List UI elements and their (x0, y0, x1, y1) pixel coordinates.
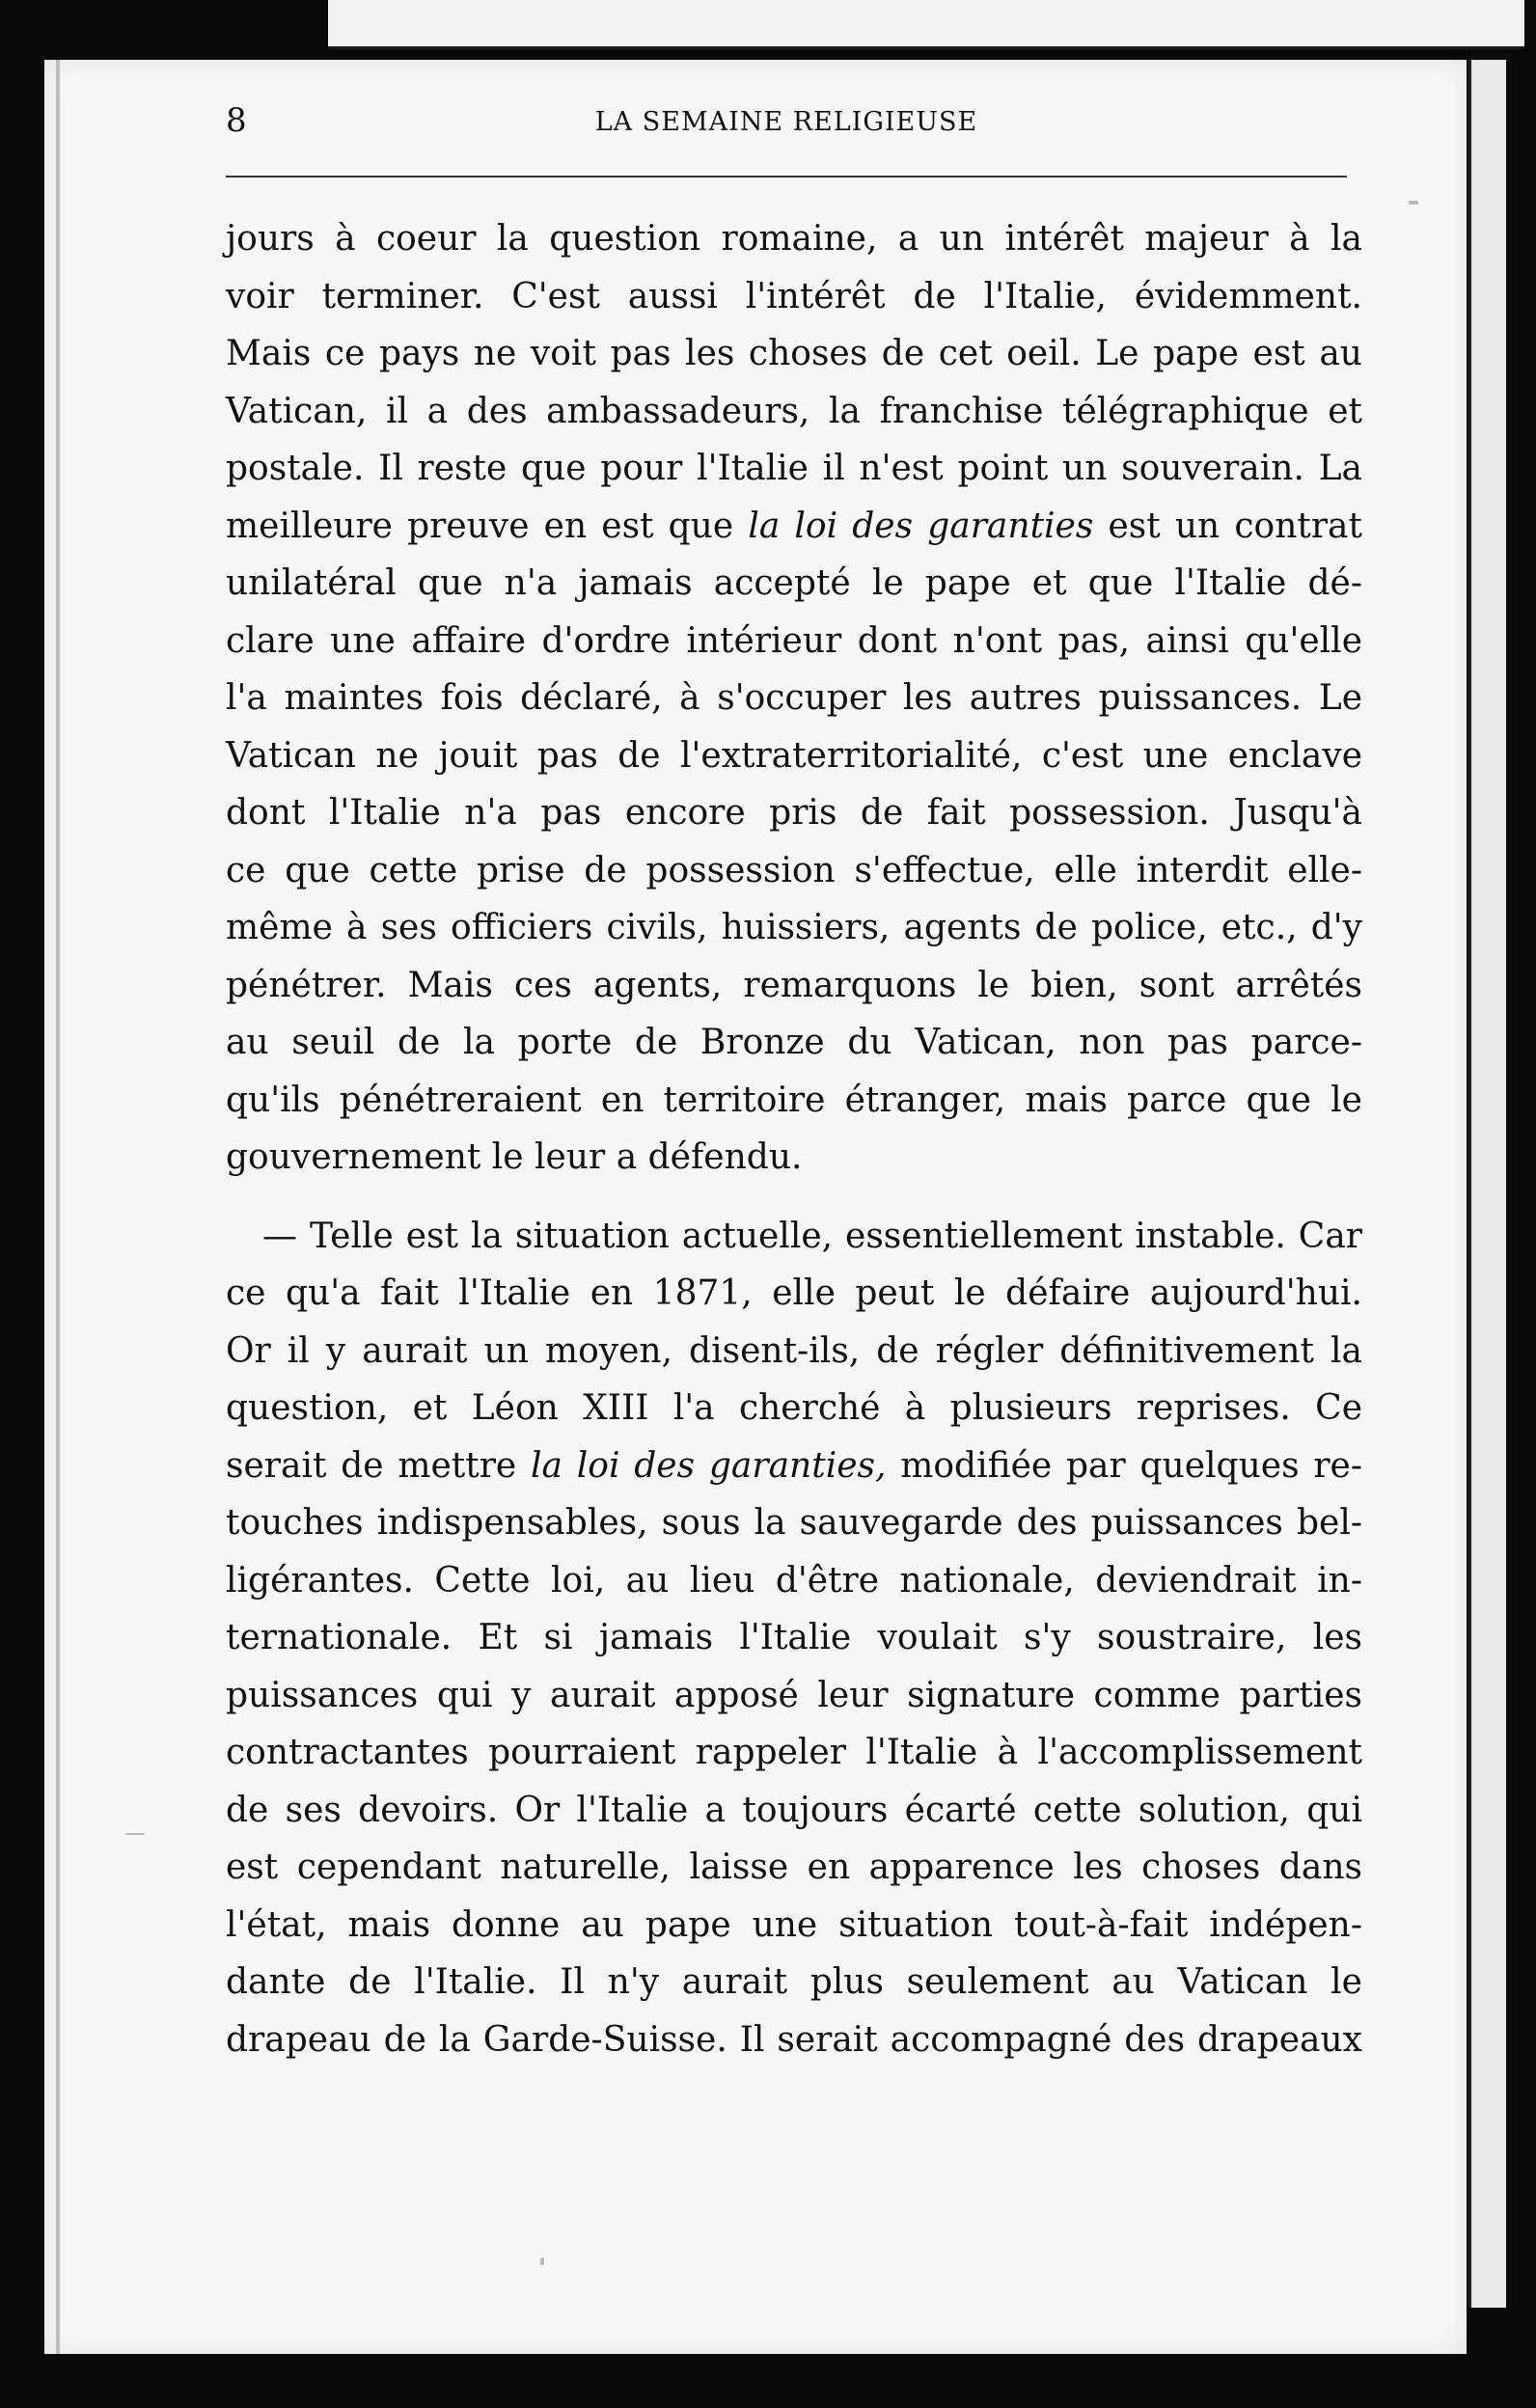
text-line (226, 498, 1362, 556)
text-line: puissances qui y aurait apposé leur signature comme parties (226, 1675, 1362, 1715)
running-title: LA SEMAINE RELIGIEUSE (594, 107, 978, 137)
header-rule (226, 176, 1347, 178)
italic-title: la loi des garanties (748, 506, 1094, 546)
text-line: Vatican, il a des ambassadeurs, la franchise télégraphique et (226, 391, 1362, 431)
paragraph-gap (226, 1187, 1362, 1208)
text-line: ce que cette prise de possession s'effectue, elle interdit elle- (226, 850, 1362, 890)
text-line: clare une affaire d'ordre intérieur dont n'ont pas, ainsi qu'elle (226, 620, 1362, 661)
text-segment: modifiée par quelques re- (886, 1445, 1363, 1486)
text-line: unilatéral que n'a jamais accepté le pape et que l'Italie dé- (226, 563, 1362, 603)
page-header (226, 101, 1347, 150)
text-line: pénétrer. Mais ces agents, remarquons le bien, sont arrêtés (226, 965, 1362, 1005)
paragraph-1 (226, 210, 1362, 1187)
text-line: dante de l'Italie. Il n'y aurait plus seulement au Vatican le (226, 1962, 1362, 2002)
text-line: Or il y aurait un moyen, disent-ils, de régler définitivement la (226, 1330, 1362, 1371)
text-line: l'a maintes fois déclaré, à s'occuper les autres puissances. Le (226, 678, 1362, 718)
scan-speck (125, 1833, 145, 1835)
paragraph-2 (226, 1208, 1362, 2069)
text-line: de ses devoirs. Or l'Italie a toujours écarté cette solution, qui (226, 1790, 1362, 1830)
scan-speck (1409, 201, 1418, 205)
adjacent-page-strip (328, 0, 1524, 49)
text-line (226, 1437, 1362, 1495)
text-line: ligérantes. Cette loi, au lieu d'être nationale, deviendrait in- (226, 1560, 1362, 1601)
text-line: au seuil de la porte de Bronze du Vatican, non pas parce- (226, 1023, 1362, 1062)
body-text (226, 210, 1362, 2068)
text-line: qu'ils pénétreraient en territoire étranger, mais parce que le (226, 1080, 1362, 1120)
text-line: Mais ce pays ne voit pas les choses de cet oeil. Le pape est au (226, 334, 1362, 373)
text-line: même à ses officiers civils, huissiers, agents de police, etc., d'y (226, 908, 1362, 947)
text-line: voir terminer. C'est aussi l'intérêt de l'Italie, évidemment. (226, 276, 1362, 316)
text-line: dont l'Italie n'a pas encore pris de fait possession. Jusqu'à (226, 793, 1362, 833)
text-line: gouvernement le leur a défendu. (226, 1137, 803, 1177)
text-line: Vatican ne jouit pas de l'extraterritorialité, c'est une enclave (226, 735, 1362, 776)
text-segment: serait de mettre (226, 1445, 532, 1486)
page-fold-shadow (56, 60, 60, 2354)
page-number: 8 (226, 101, 247, 140)
text-line: l'état, mais donne au pape une situation tout-à-fait indépen- (226, 1904, 1362, 1945)
text-segment: est un contrat (1093, 506, 1362, 546)
text-line: question, et Léon XIII l'a cherché à plusieurs reprises. Ce (226, 1388, 1362, 1428)
text-line: drapeau de la Garde-Suisse. Il serait accompagné des drapeaux (226, 2019, 1362, 2060)
text-line: ce qu'a fait l'Italie en 1871, elle peut le défaire aujourd'hui. (226, 1273, 1362, 1313)
text-segment: meilleure preuve en est que (226, 506, 749, 546)
text-line: postale. Il reste que pour l'Italie il n'est point un souverain. La (226, 449, 1362, 488)
scan-speck (540, 2258, 544, 2265)
text-line: est cependant naturelle, laisse en apparence les choses dans (226, 1847, 1362, 1887)
page-stack-edge (1468, 60, 1506, 2308)
text-line: contractantes pourraient rappeler l'Italie à l'accomplissement (226, 1733, 1362, 1772)
text-line: jours à coeur la question romaine, a un intérêt majeur à la (226, 219, 1362, 259)
text-line: — Telle est la situation actuelle, essentiellement instable. Car (262, 1216, 1362, 1256)
text-line: touches indispensables, sous la sauvegarde des puissances bel- (226, 1503, 1362, 1543)
italic-title: la loi des garanties, (531, 1445, 887, 1486)
text-line: ternationale. Et si jamais l'Italie voulait s'y soustraire, les (226, 1618, 1362, 1657)
